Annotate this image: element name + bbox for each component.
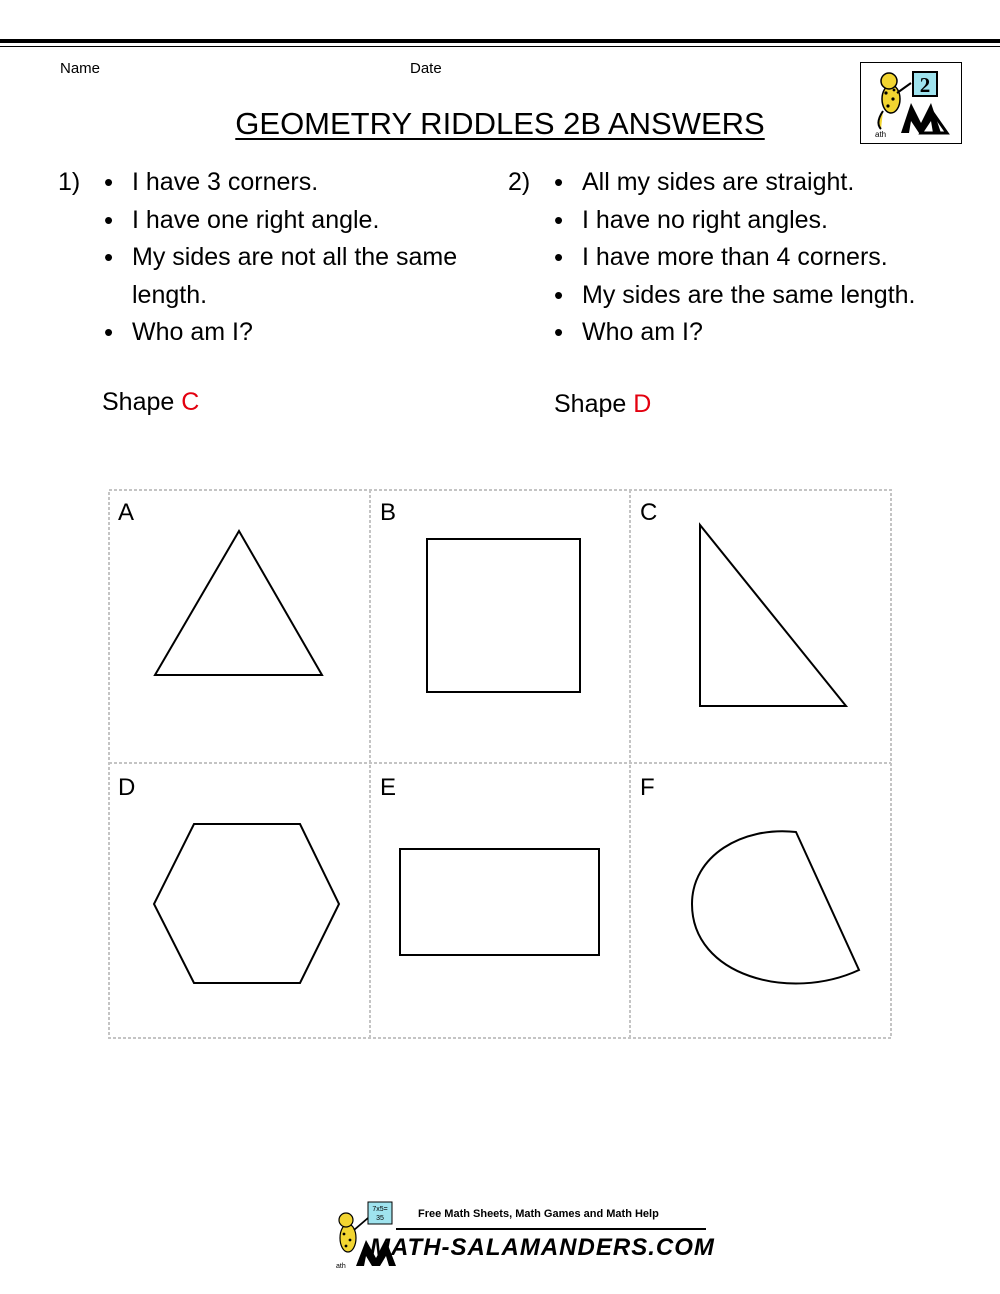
- riddle-clue: • I have more than 4 corners.: [552, 239, 992, 277]
- riddle-clue: • Who am I?: [552, 314, 992, 352]
- square-shape: [370, 489, 631, 763]
- shape-label: C: [640, 499, 658, 526]
- shape-label: B: [380, 499, 397, 526]
- riddle-1-clues: [102, 164, 492, 352]
- riddle-1-number: 1): [58, 168, 81, 196]
- answer-2: [554, 390, 651, 419]
- shape-label: E: [380, 774, 397, 801]
- semicircle-shape: [630, 764, 891, 1038]
- riddle-2: [508, 164, 978, 364]
- top-rule-thin: [0, 46, 1000, 47]
- logo-problem-text: 7x5=: [372, 1206, 388, 1213]
- shape-cell-a: [108, 489, 369, 763]
- name-label: Name: [60, 60, 101, 77]
- date-label: Date: [410, 60, 442, 77]
- svg-text:ath: ath: [875, 130, 887, 139]
- shape-label: D: [118, 774, 136, 801]
- grade-number: 2: [919, 73, 931, 97]
- salamander-grade-logo: [861, 63, 961, 143]
- riddle-2-number: 2): [508, 168, 531, 196]
- footer-rule: [396, 1228, 706, 1230]
- right-triangle-shape: [630, 489, 891, 763]
- svg-text:35: 35: [376, 1215, 384, 1222]
- answer-1: [102, 388, 199, 417]
- riddle-clue: • Who am I?: [102, 314, 492, 352]
- riddle-clue: • My sides are the same length.: [552, 277, 992, 315]
- top-rule: [0, 39, 1000, 43]
- riddle-clue: • My sides are not all the same length.: [102, 239, 492, 314]
- riddle-2-clues: [552, 164, 992, 352]
- shape-label: F: [640, 774, 655, 801]
- page-title: [0, 106, 1000, 142]
- answer-2-prefix: Shape: [554, 390, 627, 418]
- riddle-clue: • I have no right angles.: [552, 202, 992, 240]
- riddle-1: [58, 164, 488, 364]
- page-title-text: GEOMETRY RIDDLES 2B ANSWERS: [235, 106, 765, 141]
- shape-cell-b: [370, 489, 631, 763]
- triangle-shape: [108, 489, 369, 763]
- salamander-head: [881, 73, 897, 89]
- answer-1-prefix: Shape: [102, 388, 175, 416]
- answer-1-letter: C: [181, 388, 200, 416]
- answer-2-letter: D: [633, 390, 652, 418]
- shape-cell-d: [108, 764, 369, 1038]
- footer-site-name: MATH-SALAMANDERS.COM: [370, 1234, 715, 1261]
- riddle-clue: • I have one right angle.: [102, 202, 492, 240]
- footer-logo: [326, 1200, 715, 1270]
- svg-text:ath: ath: [336, 1263, 346, 1270]
- shape-label: A: [118, 499, 135, 526]
- riddle-clue: • I have 3 corners.: [102, 164, 492, 202]
- shape-cell-e: [370, 764, 631, 1038]
- riddle-clue: • All my sides are straight.: [552, 164, 992, 202]
- shapes-grid: [108, 489, 892, 1039]
- footer-tagline: Free Math Sheets, Math Games and Math Help: [418, 1208, 659, 1220]
- shape-cell-f: [630, 764, 891, 1038]
- hexagon-shape: [108, 764, 369, 1038]
- rectangle-shape: [370, 764, 631, 1038]
- grade-badge: [860, 62, 962, 144]
- shape-cell-c: [630, 489, 891, 763]
